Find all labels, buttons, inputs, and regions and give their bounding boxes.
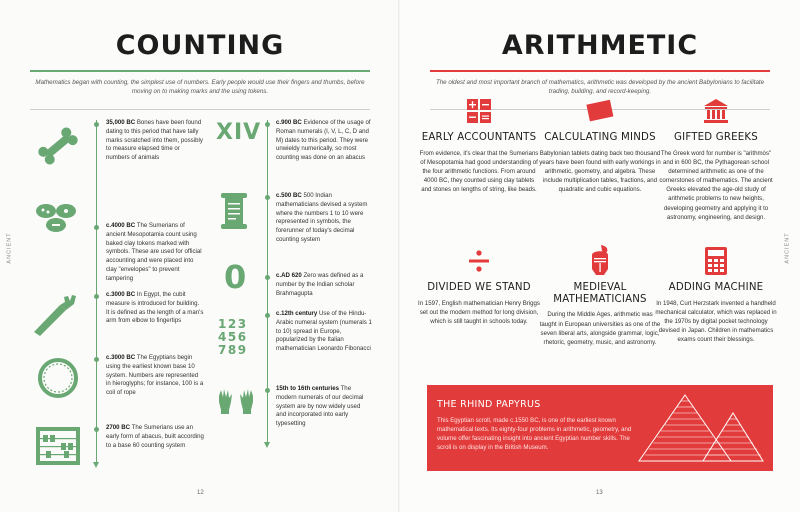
calculator-keys-icon — [418, 96, 540, 126]
timeline-marker — [265, 388, 270, 393]
card-body: Babylonian tablets dating back two thousand years have been found with early workings in arithmetic, geometry, and algebra. These include multiplication tables, fractions, and quadratic and cubic equations. — [539, 149, 661, 194]
page-number: 12 — [197, 490, 204, 496]
card-title: DIVIDED WE STAND — [427, 282, 531, 293]
timeline-marker — [94, 427, 99, 432]
card-title: EARLY ACCOUNTANTS — [421, 132, 537, 143]
scroll-icon — [219, 191, 249, 231]
timeline-entry: c.500 BC 500 Indian mathematicians devised a system where the numbers 1 to 10 were represented in symbols, the forerunner of today's decimal counting system — [276, 192, 368, 244]
page-title-counting: COUNTING — [115, 30, 285, 61]
card-calculating-minds — [539, 96, 661, 194]
card-divided-we-stand — [418, 246, 540, 326]
card-title: CALCULATING MINDS — [544, 132, 656, 143]
timeline-marker — [265, 275, 270, 280]
timeline-marker — [265, 122, 270, 127]
timeline-marker — [94, 357, 99, 362]
bone-icon — [34, 124, 82, 168]
timeline-entry: c.3000 BC The Egyptians begin using the earliest known base 10 system. Numbers are represented in hieroglyphs; for instance, 100 is a coil of rope — [106, 354, 204, 397]
intro-text: Mathematics began with counting, the simplest use of numbers. Early people would use their fingers and thumbs, before moving on to making marks and the using tokens. — [35, 79, 365, 96]
timeline-entry: 2700 BC The Sumerians use an early form of abacus, built according to a base 60 counting system — [106, 424, 204, 449]
card-body: The Greek word for number is "arithmós" and in 600 BC, the Pythagorean school determined arithmetic as one of the cornerstones of mathematics. The ancient Greeks elevated the age-old study of arithmetic problems to new heights, developing geometry and applying it to astronomy, engineering, and design. — [659, 149, 773, 221]
timeline-entry: c.900 BC Evidence of the usage of Roman numerals (I, V, L, C, D and M) dates to this period. They were unwieldy numerically, so most counting was done on an abacus — [276, 119, 371, 162]
rhind-title: THE RHIND PAPYRUS — [437, 399, 541, 410]
card-body: During the Middle Ages, arithmetic was taught in European universities as one of the seven liberal arts, alongside grammar, logic, rhetoric, geometry, music, and astronomy. — [539, 311, 661, 346]
timeline-marker — [94, 122, 99, 127]
zero-icon: 0 — [224, 258, 247, 296]
card-body: In 1948, Curt Herzstark invented a handheld mechanical calculator, which was replaced in the 1970s by digital pocket technology devised in Japan. Children in mathematics exams count their blessings. — [655, 299, 777, 344]
adding-machine-icon — [655, 246, 777, 276]
card-title: ADDING MACHINE — [668, 282, 764, 293]
intro-text: The oldest and most important branch of mathematics, arithmetic was developed by the ancient Babylonians to facilitate trading, building, and record-keeping. — [435, 79, 765, 96]
arm-cubit-icon — [30, 292, 84, 338]
intro-divider — [30, 109, 370, 110]
card-body: From evidence, it's clear that the Sumerians of Mesopotamia had good understanding of the four arithmetic functions. From around 4000 BC, they counted using clay tablets and stones on lengths of string, like beads. — [419, 149, 539, 194]
timeline-entry: c.12th century Use of the Hindu-Arabic numeral system (numerals 1 to 10) spread in Europe, popularized by the Italian mathematician Leonardo Fibonacci — [276, 310, 372, 353]
card-gifted-greeks — [655, 96, 777, 222]
timeline-arrow-right — [264, 442, 270, 448]
page-title-arithmetic: ARITHMETIC — [501, 30, 699, 61]
gloves-icon — [216, 388, 256, 416]
clay-tokens-icon — [32, 200, 84, 236]
card-body: In 1597, English mathematician Henry Briggs set out the modern method for long division, which is still taught in schools today. — [418, 299, 540, 325]
timeline-marker — [94, 225, 99, 230]
roman-numerals-icon: XIV — [216, 120, 262, 145]
rope-coil-icon — [36, 356, 80, 400]
card-title: MEDIEVAL MATHEMATICIANS — [553, 282, 647, 305]
timeline-entry: 15th to 16th centuries The modern numerals of our decimal system are by now widely used and incorporated into early typesetting — [276, 385, 364, 428]
clay-tablet-icon — [539, 96, 661, 126]
timeline-line-left — [96, 120, 97, 464]
timeline-line-right — [267, 120, 268, 444]
timeline-entry: c.4000 BC The Sumerians of ancient Mesopotamia count using baked clay tokens marked with symbols. These are used for official accounting and were placed into clay "envelopes" to prevent tampering — [106, 222, 202, 282]
title-rule — [430, 70, 770, 72]
timeline-arrow-left — [93, 462, 99, 468]
card-title: GIFTED GREEKS — [674, 132, 758, 143]
title-rule — [30, 70, 370, 72]
greek-temple-icon — [655, 96, 777, 126]
pyramids-icon — [635, 391, 767, 467]
side-label: ANCIENT — [6, 232, 13, 264]
card-early-accountants — [418, 96, 540, 194]
page-number: 13 — [596, 490, 603, 496]
timeline-entry: c.AD 620 Zero was defined as a number by the Indian scholar Brahmagupta — [276, 272, 364, 297]
card-medieval-mathematicians — [539, 246, 661, 347]
rhind-body: This Egyptian scroll, made c.1550 BC, is one of the earliest known mathematical texts. Its eighty-four problems in arithmetic, geometry, and volume offer fascinating insight into ancient Egyptian number skills. The scroll is on display in the British Museum. — [437, 417, 632, 452]
abacus-icon — [34, 425, 82, 467]
knight-helmet-icon — [539, 246, 661, 276]
timeline-marker — [265, 195, 270, 200]
division-sign-icon — [418, 246, 540, 276]
side-label: ANCIENT — [784, 232, 791, 264]
timeline-entry: c.3000 BC In Egypt, the cubit measure is introduced for building. It is defined as the length of a man's arm from elbow to fingertips — [106, 291, 204, 325]
timeline-entry: 35,000 BC Bones have been found dating to this period that have tally marks scratched into them, possibly to measure elapsed time or numbers of animals — [106, 119, 203, 162]
timeline-marker — [94, 294, 99, 299]
rhind-papyrus-box — [427, 385, 773, 471]
digits-icon: 123 456 789 — [218, 317, 248, 358]
card-adding-machine — [655, 246, 777, 344]
timeline-marker — [265, 313, 270, 318]
